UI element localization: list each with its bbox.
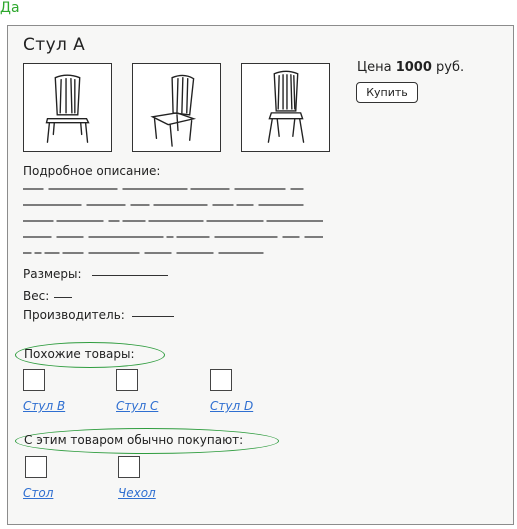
weight-value-placeholder [54, 297, 72, 298]
bought-together-title: С этим товаром обычно покупают: [24, 433, 244, 447]
similar-title: Похожие товары: [24, 347, 135, 361]
price-currency: руб. [431, 60, 465, 75]
manufacturer-label: Производитель: [23, 308, 125, 322]
similar-item-image[interactable] [116, 369, 138, 391]
chair-front-image [24, 64, 111, 151]
buy-button[interactable]: Купить [356, 82, 418, 103]
manufacturer-value-placeholder [132, 316, 174, 317]
price-value: 1000 [395, 60, 432, 75]
wireframe-paper [7, 25, 514, 525]
bought-together-item-link[interactable]: Стол [23, 486, 54, 500]
price-text [357, 60, 464, 75]
description-label: Подробное описание: [23, 164, 161, 178]
bought-together-item-link[interactable]: Чехол [118, 486, 156, 500]
product-thumbnail-side[interactable] [132, 63, 221, 152]
product-title: Стул А [23, 35, 86, 55]
similar-item-link[interactable]: Стул В [23, 399, 66, 413]
similar-item-image[interactable] [23, 369, 45, 391]
sizes-label: Размеры: [23, 267, 82, 281]
product-thumbnail-front[interactable] [23, 63, 112, 152]
bought-together-item-image[interactable] [25, 456, 47, 478]
product-thumbnail-back[interactable] [241, 63, 330, 152]
bought-together-item-image[interactable] [118, 456, 140, 478]
similar-item-link[interactable]: Стул С [116, 399, 159, 413]
sizes-value-placeholder [92, 275, 168, 276]
corner-tag: Да [0, 0, 20, 16]
price-prefix: Цена [357, 60, 396, 75]
similar-item-image[interactable] [210, 369, 232, 391]
chair-side-image [133, 64, 220, 151]
weight-label: Вес: [23, 289, 50, 303]
similar-item-link[interactable]: Стул D [210, 399, 254, 413]
chair-back-image [242, 64, 329, 151]
